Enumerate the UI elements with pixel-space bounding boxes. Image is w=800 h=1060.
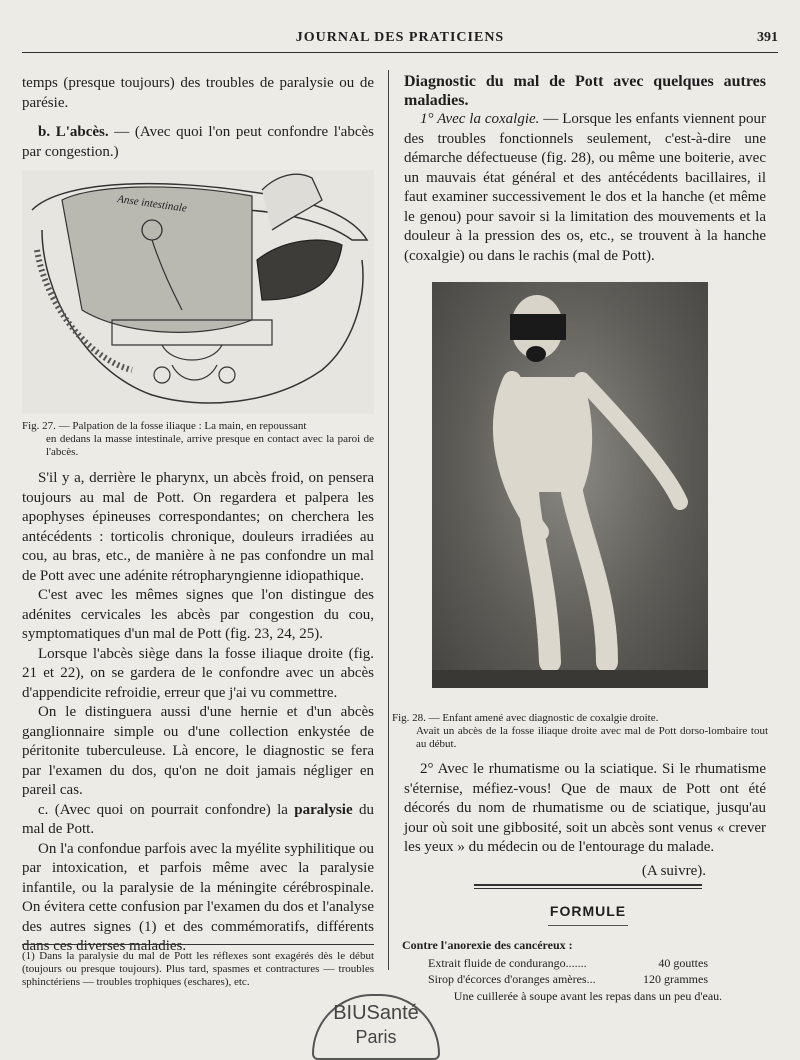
figure-28-caption — [392, 712, 768, 751]
right-lower-text — [404, 760, 766, 881]
formula-instruction: Une cuillerée à soupe avant les repas dans un peu d'eau. — [453, 989, 723, 1003]
left-paragraph-5: Lorsque l'abcès siège dans la fosse iliaque droite (fig. 21 et 22), on se gardera de le confondre avec un abcès d'appendicite refroidie, erreur que j'ai vu commettre. — [22, 645, 374, 701]
abces-heading: b. L'abcès. — [38, 124, 109, 140]
child-figure-drawing — [432, 282, 708, 688]
formula-top-rule — [474, 884, 702, 889]
figure-28-photograph — [432, 282, 708, 688]
stamp-line1: BIUSanté — [333, 1002, 419, 1024]
formula-item-name: Extrait fluide de condurango....... — [428, 956, 587, 970]
page-number: 391 — [757, 30, 778, 45]
formula-section — [398, 884, 778, 1004]
figure-27-caption-line2: en dedans la masse intestinale, arrive presque en contact avec la paroi de l'abcès. — [46, 433, 374, 458]
right-paragraph-1 — [404, 110, 766, 266]
coxalgie-lead: 1° Avec la coxalgie. — [420, 111, 540, 127]
paralysie-heading-suffix: du mal de Pott. — [22, 801, 375, 837]
left-paragraph-2 — [22, 123, 374, 162]
formula-items — [398, 953, 778, 987]
stamp-line2: Paris — [355, 1027, 397, 1047]
left-paragraph-6: On le distinguera aussi d'une hernie et d'un abcès ganglionnaire simple ou d'une collection enkystée de péritonite tuberculeuse. Là encore, le diagnostic se fera par l'examen du dos, qu'on ne doit jamais négliger en pareil cas. — [22, 704, 374, 798]
figure-27-caption-line1: Fig. 27. — Palpation de la fosse iliaque : La main, en repoussant — [22, 420, 307, 432]
formula-item — [428, 971, 708, 987]
figure-28-caption-line2: Avait un abcès de la fosse iliaque droite avec mal de Pott dorso-lombaire tout au début. — [416, 725, 768, 750]
library-stamp — [312, 994, 440, 1060]
formula-title: FORMULE — [549, 903, 627, 919]
formula-title-rule — [548, 925, 628, 926]
formula-item-name: Sirop d'écorces d'oranges amères... — [428, 972, 596, 986]
left-paragraph-7 — [22, 801, 374, 840]
figure-28-caption-line1: Fig. 28. — Enfant amené avec diagnostic de coxalgie droite. — [392, 712, 659, 724]
figure-27-label: Anse intestinale — [116, 193, 188, 215]
left-paragraph-1: temps (presque toujours) des troubles de paralysie ou de parésie. — [22, 75, 374, 111]
left-paragraph-8: On l'a confondue parfois avec la myélite syphilitique ou par intoxication, et parfois même avec la paralysie infantile, ou la paralysie de la méningite cérébrospinale. On évitera cette confusion par l'examen du dos et l'analyse des autres signes (1) et des commémoratifs, différents dans ces diverses maladies. — [22, 840, 374, 954]
formula-item-dose: 40 gouttes — [658, 956, 708, 970]
left-paragraph-3: S'il y a, derrière le pharynx, un abcès froid, on pensera toujours au mal de Pott. On regardera et palpera les apophyses épineuses correspondantes; on cherchera les antécédents : torticolis chronique, douleurs irradiées au cou, au bras, etc., de manière à ne pas confondre un mal de Pott avec une adénite rétropharyngienne idiopathique. — [22, 470, 374, 584]
journal-title: JOURNAL DES PRATICIENS — [295, 30, 505, 45]
paralysie-heading-prefix: c. (Avec quoi on pourrait confondre) la — [38, 801, 295, 818]
column-divider — [388, 70, 389, 970]
left-paragraph-4: C'est avec les mêmes signes que l'on distingue des adénites cervicales les abcès par congestion du cou, symptomatiques d'un mal de Pott (fig. 23, 24, 25). — [22, 587, 374, 642]
page-header — [22, 28, 778, 53]
coxalgie-text: — Lorsque les enfants viennent pour des troubles fonctionnels seulement, c'est-à-dire une démarche défectueuse (fig. 28), ou même une boiterie, avec un mauvais état général et des antécédents bacillaires, il faut examiner successivement le dos et la hanche (et même le genou) pour savoir si la limitation des mouvements et la douleur à la pression des os, etc., se trouvent à la hanche (coxalgie) ou dans le rachis (mal de Pott). — [404, 111, 767, 264]
paralysie-heading: paralysie — [294, 801, 353, 818]
footnote: (1) Dans la paralysie du mal de Pott les réflexes sont exagérés dès le début (toujours ou presque toujours). Plus tard, spasmes et contractures — troubles sphinctériens — troubles trophiques (eschares), etc. — [22, 950, 374, 988]
formula-subtitle: Contre l'anorexie des cancéreux : — [402, 938, 573, 952]
diagnosis-heading: Diagnostic du mal de Pott avec quelques autres maladies. — [404, 73, 766, 109]
right-column — [404, 72, 766, 266]
left-column — [22, 74, 374, 957]
a-suivre: (A suivre). — [641, 862, 706, 879]
right-paragraph-2: 2° Avec le rhumatisme ou la sciatique. Si le rhumatisme s'éternise, méfiez-vous! Que de maux de Pott ont été décorés du nom de rhumatisme ou de sciatique, jusqu'au jour où soit une gibbosité, soit un abcès sont venus « crever les yeux » du médecin ou de l'entourage du malade. — [404, 761, 766, 855]
footnote-divider — [22, 944, 374, 945]
figure-27-pelvis-drawing — [22, 170, 374, 414]
formula-item — [428, 955, 708, 971]
formula-item-dose: 120 grammes — [643, 972, 708, 986]
figure-27-caption — [22, 420, 374, 459]
abces-heading-text: — (Avec quoi l'on peut confondre l'abcès par congestion.) — [22, 124, 374, 160]
